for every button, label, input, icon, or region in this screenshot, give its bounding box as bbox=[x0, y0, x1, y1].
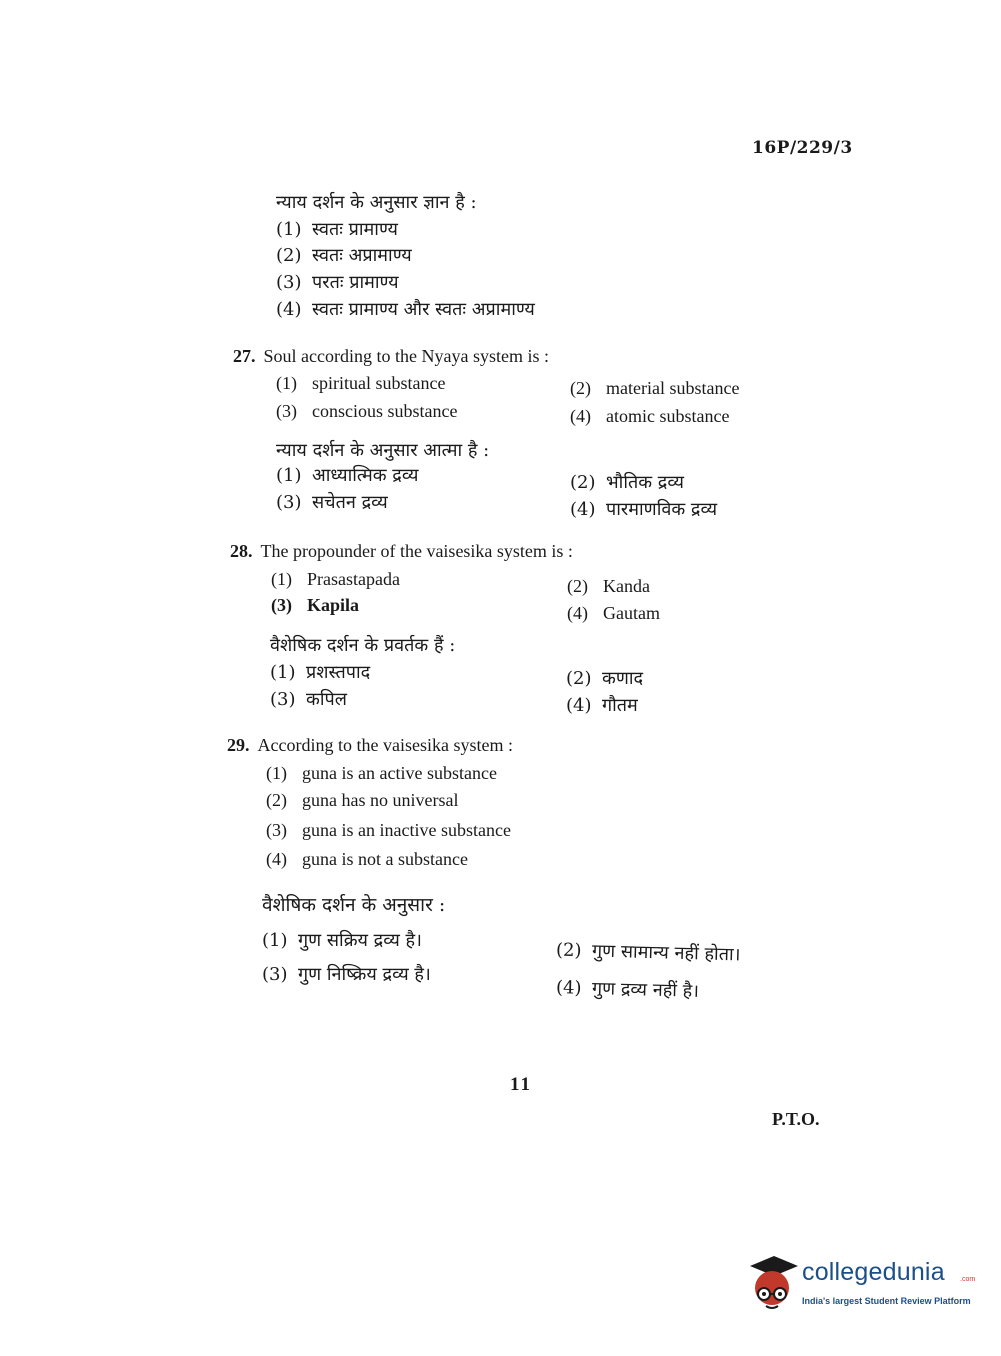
q28-hindi-stem: वैशेषिक दर्शन के प्रवर्तक हैं : bbox=[270, 635, 456, 656]
q29-option-3: (3) guna is an inactive substance bbox=[266, 820, 511, 840]
q27-stem: 27. Soul according to the Nyaya system is : bbox=[233, 346, 549, 366]
q28-hindi-option-1: (1) प्रशस्तपाद bbox=[270, 662, 371, 683]
q29-hindi-option-1: (1) गुण सक्रिय द्रव्य है। bbox=[262, 930, 422, 951]
q27-option-1: (1) spiritual substance bbox=[276, 373, 446, 393]
q26-hindi-stem: न्याय दर्शन के अनुसार ज्ञान है : bbox=[276, 192, 477, 213]
q27-option-2: (2) material substance bbox=[570, 378, 740, 398]
page-code: 16P/229/3 bbox=[752, 138, 853, 158]
q27-hindi-option-1: (1) आध्यात्मिक द्रव्य bbox=[276, 465, 419, 486]
q26-hindi-option-3: (3) परतः प्रामाण्य bbox=[276, 272, 399, 293]
q29-stem: 29. According to the vaisesika system : bbox=[227, 735, 513, 755]
logo-brand: collegedunia bbox=[802, 1258, 945, 1286]
q29-hindi-option-3: (3) गुण निष्क्रिय द्रव्य है। bbox=[262, 964, 431, 985]
mascot-icon bbox=[744, 1252, 800, 1314]
q27-hindi-stem: न्याय दर्शन के अनुसार आत्मा है : bbox=[276, 440, 490, 461]
logo-suffix: .com bbox=[960, 1276, 976, 1283]
q28-hindi-option-2: (2) कणाद bbox=[566, 668, 644, 689]
q26-hindi-option-2: (2) स्वतः अप्रामाण्य bbox=[276, 245, 412, 266]
pto-label: P.T.O. bbox=[772, 1109, 820, 1129]
q28-hindi-option-4: (4) गौतम bbox=[566, 695, 638, 716]
q28-option-2: (2) Kanda bbox=[567, 576, 650, 596]
collegedunia-watermark bbox=[744, 1252, 974, 1314]
q27-option-3: (3) conscious substance bbox=[276, 401, 458, 421]
q26-hindi-option-1: (1) स्वतः प्रामाण्य bbox=[276, 219, 398, 240]
q29-hindi-stem: वैशेषिक दर्शन के अनुसार : bbox=[262, 894, 446, 916]
q29-option-1: (1) guna is an active substance bbox=[266, 763, 497, 783]
q27-hindi-option-3: (3) सचेतन द्रव्य bbox=[276, 492, 388, 513]
logo-tagline: India's largest Student Review Platform bbox=[802, 1296, 971, 1306]
q27-hindi-option-2: (2) भौतिक द्रव्य bbox=[570, 472, 684, 493]
page-number: 11 bbox=[510, 1074, 532, 1095]
q28-option-1: (1) Prasastapada bbox=[271, 569, 400, 589]
q29-option-2: (2) guna has no universal bbox=[266, 790, 459, 810]
q28-stem: 28. The propounder of the vaisesika system is : bbox=[230, 541, 573, 561]
q27-hindi-option-4: (4) पारमाणविक द्रव्य bbox=[570, 499, 718, 520]
q28-option-3: (3) Kapila bbox=[271, 595, 360, 615]
q29-hindi-option-2: (2) गुण सामान्य नहीं होता। bbox=[555, 939, 741, 966]
q27-option-4: (4) atomic substance bbox=[570, 406, 730, 426]
q29-hindi-option-4: (4) गुण द्रव्य नहीं है। bbox=[555, 977, 700, 1002]
q26-hindi-option-4: (4) स्वतः प्रामाण्य और स्वतः अप्रामाण्य bbox=[276, 299, 535, 320]
q29-option-4: (4) guna is not a substance bbox=[266, 849, 468, 869]
q28-option-4: (4) Gautam bbox=[567, 603, 660, 623]
q28-hindi-option-3: (3) कपिल bbox=[270, 689, 347, 710]
